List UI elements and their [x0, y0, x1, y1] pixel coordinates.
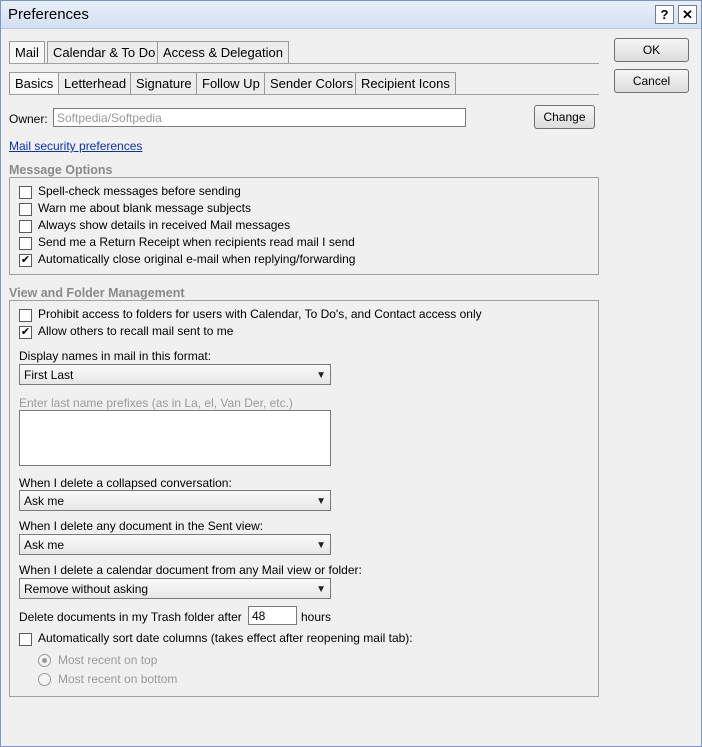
subtab-letterhead[interactable]: Letterhead — [58, 72, 132, 94]
display-names-select[interactable] — [19, 364, 331, 385]
tab-divider — [9, 63, 599, 64]
auto-close-label: Automatically close original e-mail when replying/forwarding — [38, 252, 356, 266]
view-folder-group — [9, 300, 599, 697]
dialog-body — [4, 29, 699, 742]
calendar-delete-label: When I delete a calendar document from any Mail view or folder: — [19, 563, 362, 577]
allow-recall-label: Allow others to recall mail sent to me — [38, 324, 234, 338]
view-folder-title: View and Folder Management — [9, 286, 185, 300]
show-details-checkbox[interactable] — [19, 220, 32, 233]
spell-check-label: Spell-check messages before sending — [38, 184, 241, 198]
display-names-value: First Last — [24, 368, 74, 382]
warn-blank-subject-label: Warn me about blank message subjects — [38, 201, 251, 215]
auto-sort-checkbox[interactable] — [19, 633, 32, 646]
trash-delete-label: Delete documents in my Trash folder after — [19, 610, 242, 624]
message-options-title: Message Options — [9, 163, 113, 177]
title-bar — [1, 1, 701, 29]
cancel-button[interactable]: Cancel — [614, 69, 689, 93]
trash-hours-unit: hours — [301, 610, 332, 624]
return-receipt-checkbox[interactable] — [19, 237, 32, 250]
radio-selected-dot — [42, 658, 47, 663]
ok-button[interactable]: OK — [614, 38, 689, 62]
collapsed-conversation-value: Ask me — [24, 494, 65, 508]
most-recent-top-label: Most recent on top — [58, 653, 158, 667]
window-title: Preferences — [8, 6, 89, 23]
prefixes-label: Enter last name prefixes (as in La, el, Van Der, etc.) — [19, 396, 293, 410]
subtab-follow-up[interactable]: Follow Up — [196, 72, 266, 94]
subtab-recipient-icons[interactable]: Recipient Icons — [355, 72, 456, 94]
subtab-divider — [9, 94, 599, 95]
tab-calendar-todo[interactable]: Calendar & To Do — [47, 41, 161, 63]
sent-view-value: Ask me — [24, 538, 65, 552]
chevron-down-icon: ▼ — [316, 584, 326, 595]
most-recent-bottom-radio[interactable] — [38, 673, 51, 686]
chevron-down-icon: ▼ — [316, 370, 326, 381]
warn-blank-subject-checkbox[interactable] — [19, 203, 32, 216]
sent-view-label: When I delete any document in the Sent view: — [19, 519, 264, 533]
owner-label: Owner: — [9, 112, 48, 126]
chevron-down-icon: ▼ — [316, 496, 326, 507]
subtab-basics[interactable]: Basics — [9, 72, 59, 94]
spell-check-checkbox[interactable] — [19, 186, 32, 199]
mail-security-link[interactable]: Mail security preferences — [9, 139, 143, 153]
auto-close-checkbox[interactable] — [19, 254, 32, 267]
subtab-signature[interactable]: Signature — [130, 72, 198, 94]
check-icon: ✔ — [20, 326, 31, 338]
tab-mail[interactable]: Mail — [9, 41, 45, 63]
change-button[interactable]: Change — [534, 105, 595, 129]
collapsed-conversation-label: When I delete a collapsed conversation: — [19, 476, 232, 490]
auto-sort-label: Automatically sort date columns (takes effect after reopening mail tab): — [38, 631, 413, 645]
help-button[interactable]: ? — [655, 5, 674, 24]
check-icon: ✔ — [20, 254, 31, 266]
allow-recall-checkbox[interactable] — [19, 326, 32, 339]
collapsed-conversation-select[interactable] — [19, 490, 331, 511]
trash-hours-field[interactable]: 48 — [248, 606, 297, 625]
close-button[interactable]: ✕ — [678, 5, 697, 24]
chevron-down-icon: ▼ — [316, 540, 326, 551]
tab-access-delegation[interactable]: Access & Delegation — [157, 41, 289, 63]
show-details-label: Always show details in received Mail messages — [38, 218, 291, 232]
owner-field[interactable]: Softpedia/Softpedia — [53, 108, 466, 127]
prohibit-access-checkbox[interactable] — [19, 309, 32, 322]
display-names-label: Display names in mail in this format: — [19, 349, 212, 363]
most-recent-bottom-label: Most recent on bottom — [58, 672, 178, 686]
sent-view-select[interactable] — [19, 534, 331, 555]
subtab-sender-colors[interactable]: Sender Colors — [264, 72, 359, 94]
calendar-delete-value: Remove without asking — [24, 582, 149, 596]
return-receipt-label: Send me a Return Receipt when recipients read mail I send — [38, 235, 355, 249]
message-options-group — [9, 177, 599, 275]
calendar-delete-select[interactable] — [19, 578, 331, 599]
most-recent-top-radio[interactable] — [38, 654, 51, 667]
prohibit-access-label: Prohibit access to folders for users with Calendar, To Do's, and Contact access only — [38, 307, 482, 321]
prefixes-textarea[interactable] — [19, 410, 331, 466]
